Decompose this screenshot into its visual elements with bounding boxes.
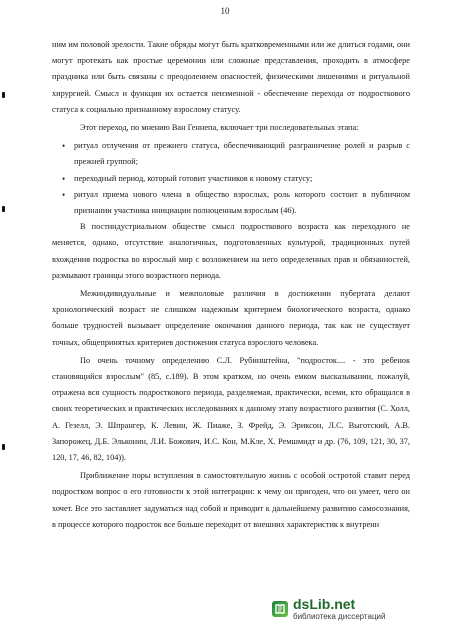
paragraph-rubinstein: По очень точному определению С.Л. Рубинштейна, "подросток.... - это ребенок становящийся взрослым" (85, с.189). В этом кратком, но очень емком высказывании, пожалуй, отражена вся сущность подросткового периода, разделяемая, практически, всеми, кто обращался в своих теоретических и практических исследованиях к данному этапу возрастного развития (С. Холл, А. Гезелл, Э. Шпрангер, К. Левин, Ж. Пиаже, З. Фрейд, Э. Эриксон, Л.С. Выготский, А.В. Запорожец, Д.Б. Эльконин, Л.И. Божович, И.С. Кон, М.Кле, Х. Ремшмидт и др. (76, 109, 121, 30, 37, 120, 17, 46, 82, 104)). bbox=[52, 355, 410, 463]
logo-name: dsLib.net bbox=[293, 596, 356, 612]
document-body bbox=[52, 37, 410, 535]
margin-mark-top bbox=[2, 92, 5, 98]
paragraph-rites: ним им половой зрелости. Такие обряды могут быть кратковременными или же длиться годами, они могут протекать как простые церемонии или сложные представления, проходить в атмосфере праздника или быть связаны с преодолением опасностей, физическими лишениями и ритуальной хирургией. Смысл и функция их остается неизменной - обеспечение перехода от подросткового статуса к социально признанному взрослому статусу. bbox=[52, 40, 410, 114]
margin-mark-bottom bbox=[2, 444, 5, 450]
logo-subtitle: библиотека диссертаций bbox=[293, 612, 386, 621]
paragraph-puberty: Межиндивидуальные и межполовые различия в достижении пубертата делают хронологический возраст не слишком надежным критерием биологического возраста, однако больше трудностей вызывает определение окончания данного периода, так как не существует точных, общепринятых критериев достижения статуса взрослого человека. bbox=[52, 289, 410, 347]
list-item: • ритуал отлучения от прежнего статуса, обеспечивающий разграничение ролей и разрыв с прежней группой; bbox=[62, 138, 410, 170]
logo-text bbox=[293, 597, 385, 621]
stages-list bbox=[52, 138, 410, 219]
paragraph-van-gennep: Этот переход, по мнению Ван Геннепа, включает три последовательных этапа: bbox=[80, 123, 359, 133]
page-number: 10 bbox=[220, 6, 230, 16]
paragraph-postindustrial: В постиндустриальном обществе смысл подросткового возраста как переходного не меняется, однако, отсутствие аналогичных, подготовленных культурой, традиционных путей вхождения подростка во взрослый мир с возложением на него определенных прав и обязанностей, размывают границы этого возрастного периода. bbox=[52, 222, 410, 280]
dslib-logo[interactable] bbox=[272, 597, 385, 621]
paragraph-independence: Приближение поры вступления в самостоятельную жизнь с особой остротой ставит перед подростком вопрос о его готовности к этой интеграции: к чему он пригоден, что он умеет, чего он хочет. Все это заставляет задуматься над собой и приводит к дальнейшему развитию самосознания, в процессе которого подросток все больше переходит от внешних характеристик к внутренн bbox=[52, 471, 410, 529]
watermark-banner[interactable] bbox=[254, 592, 450, 626]
margin-mark-middle bbox=[2, 206, 5, 212]
list-item: • ритуал приема нового члена в общество взрослых, роль которого состоит в публичном признании участника инициации полноценным взрослым (46). bbox=[62, 187, 410, 219]
dslib-logo-icon bbox=[272, 601, 288, 617]
list-item: • переходный период, который готовит участников к новому статусу; bbox=[62, 171, 410, 187]
